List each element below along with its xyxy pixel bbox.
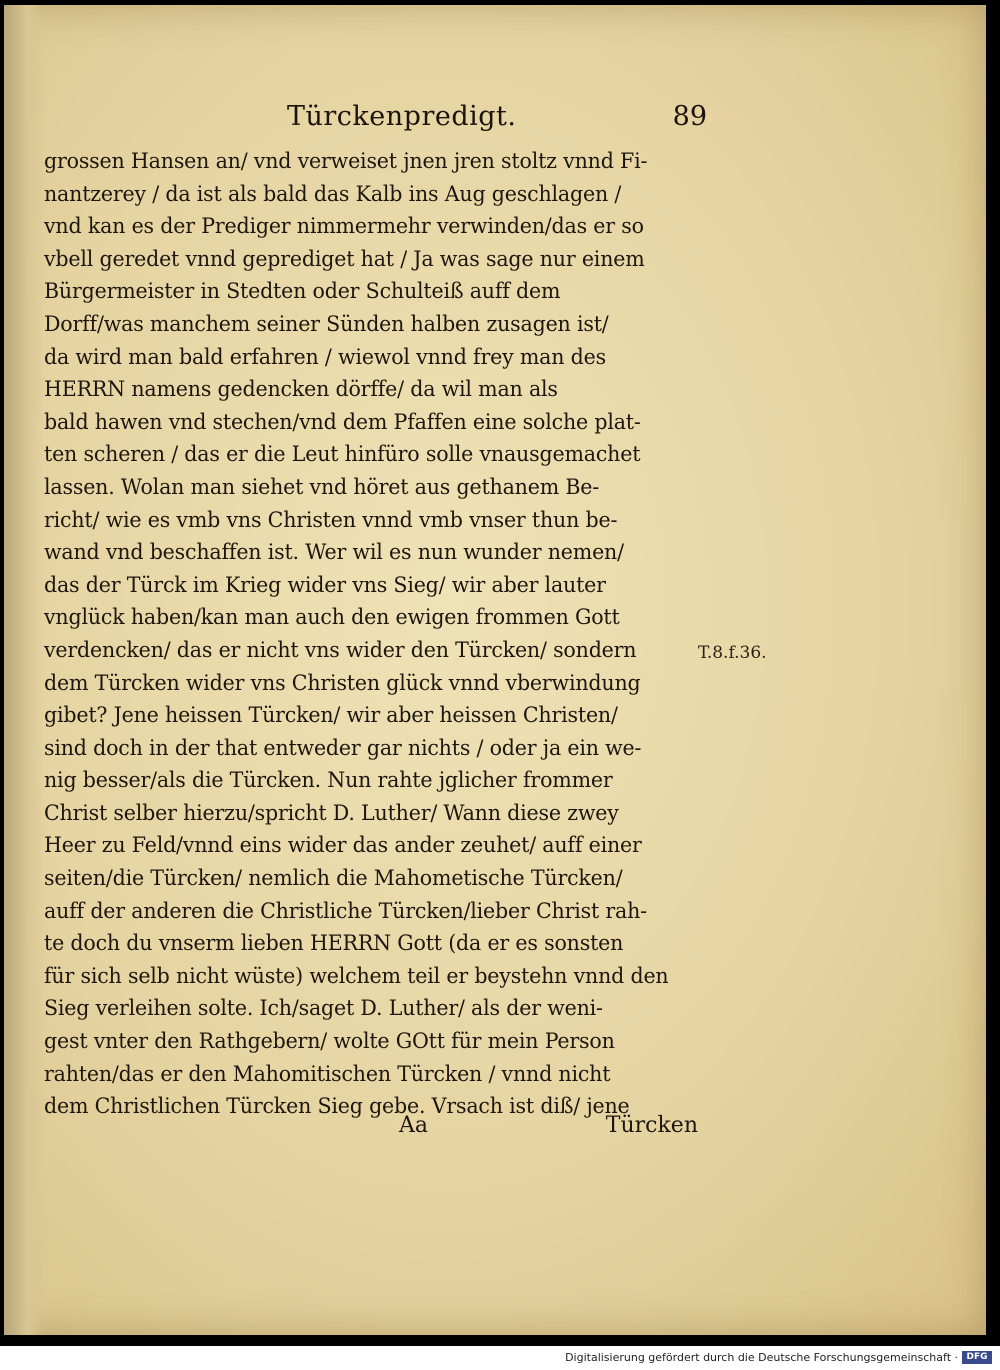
text-line: da wird man bald erfahren / wiewol vnnd frey man des (44, 344, 606, 369)
signature-mark: Aa (399, 1113, 429, 1138)
text-line: Heer zu Feld/vnnd eins wider das ander zeuhet/ auff einer (44, 833, 642, 858)
text-line: wand vnd beschaffen ist. Wer wil es nun wunder nemen/ (44, 540, 624, 565)
text-line: te doch du vnserm lieben HERRN Gott (da er es sonsten (44, 931, 624, 956)
text-line: verdencken/ das er nicht vns wider den Türcken/ sondern (44, 637, 637, 662)
text-line: für sich selb nicht wüste) welchem teil er beystehn vnnd den (44, 963, 669, 988)
text-line: Sieg verleihen solte. Ich/saget D. Luther/ als der weni- (44, 996, 603, 1021)
dfg-logo: DFG (962, 1351, 992, 1364)
text-line: vbell geredet vnnd geprediget hat / Ja was sage nur einem (44, 246, 645, 271)
body-text (44, 145, 704, 1123)
text-line: Christ selber hierzu/spricht D. Luther/ Wann diese zwey (44, 800, 619, 825)
text-line: HERRN namens gedencken dörffe/ da wil man als (44, 377, 558, 402)
marginal-note: T.8.f.36. (698, 643, 767, 663)
text-line: Bürgermeister in Stedten oder Schulteiß auff dem (44, 279, 561, 304)
text-line: richt/ wie es vmb vns Christen vnnd vmb vnser thun be- (44, 507, 618, 532)
text-line: grossen Hansen an/ vnd verweiset jnen jren stoltz vnnd Fi- (44, 149, 648, 173)
text-line: auff der anderen die Christliche Türcken/lieber Christ rah- (44, 898, 647, 923)
page-footer (44, 1113, 704, 1143)
page-header (287, 101, 707, 141)
text-line: lassen. Wolan man siehet vnd höret aus gethanem Be- (44, 474, 600, 499)
text-line: rahten/das er den Mahomitischen Türcken / vnnd nicht (44, 1061, 611, 1086)
text-line: nig besser/als die Türcken. Nun rahte jglicher frommer (44, 768, 613, 793)
credit-bar (0, 1346, 1000, 1370)
text-line: vnd kan es der Prediger nimmermehr verwinden/das er so (44, 214, 644, 239)
text-line: vnglück haben/kan man auch den ewigen frommen Gott (44, 605, 620, 630)
text-line: sind doch in der that entweder gar nichts / oder ja ein we- (44, 735, 642, 760)
text-line: gibet? Jene heissen Türcken/ wir aber heissen Christen/ (44, 703, 618, 728)
text-line: Dorff/was manchem seiner Sünden halben zusagen ist/ (44, 311, 609, 336)
text-line: seiten/die Türcken/ nemlich die Mahometische Türcken/ (44, 866, 623, 891)
text-line: ten scheren / das er die Leut hinfüro solle vnausgemachet (44, 442, 641, 467)
running-title: Türckenpredigt. (287, 101, 517, 132)
text-line: das der Türck im Krieg wider vns Sieg/ wir aber lauter (44, 572, 606, 597)
text-line: nantzerey / da ist als bald das Kalb ins Aug geschlagen / (44, 181, 622, 206)
page-number: 89 (672, 101, 707, 132)
text-line: bald hawen vnd stechen/vnd dem Pfaffen eine solche plat- (44, 409, 641, 434)
text-line: dem Christlichen Türcken Sieg gebe. Vrsach ist diß/ jene (44, 1094, 630, 1119)
text-line: dem Türcken wider vns Christen glück vnnd vberwindung (44, 670, 641, 695)
book-page (4, 5, 986, 1335)
page-gutter (4, 5, 44, 1335)
catchword: Türcken (605, 1113, 698, 1138)
text-line: gest vnter den Rathgebern/ wolte GOtt für mein Person (44, 1029, 615, 1054)
credit-text: Digitalisierung gefördert durch die Deutsche Forschungsgemeinschaft · (565, 1351, 958, 1364)
